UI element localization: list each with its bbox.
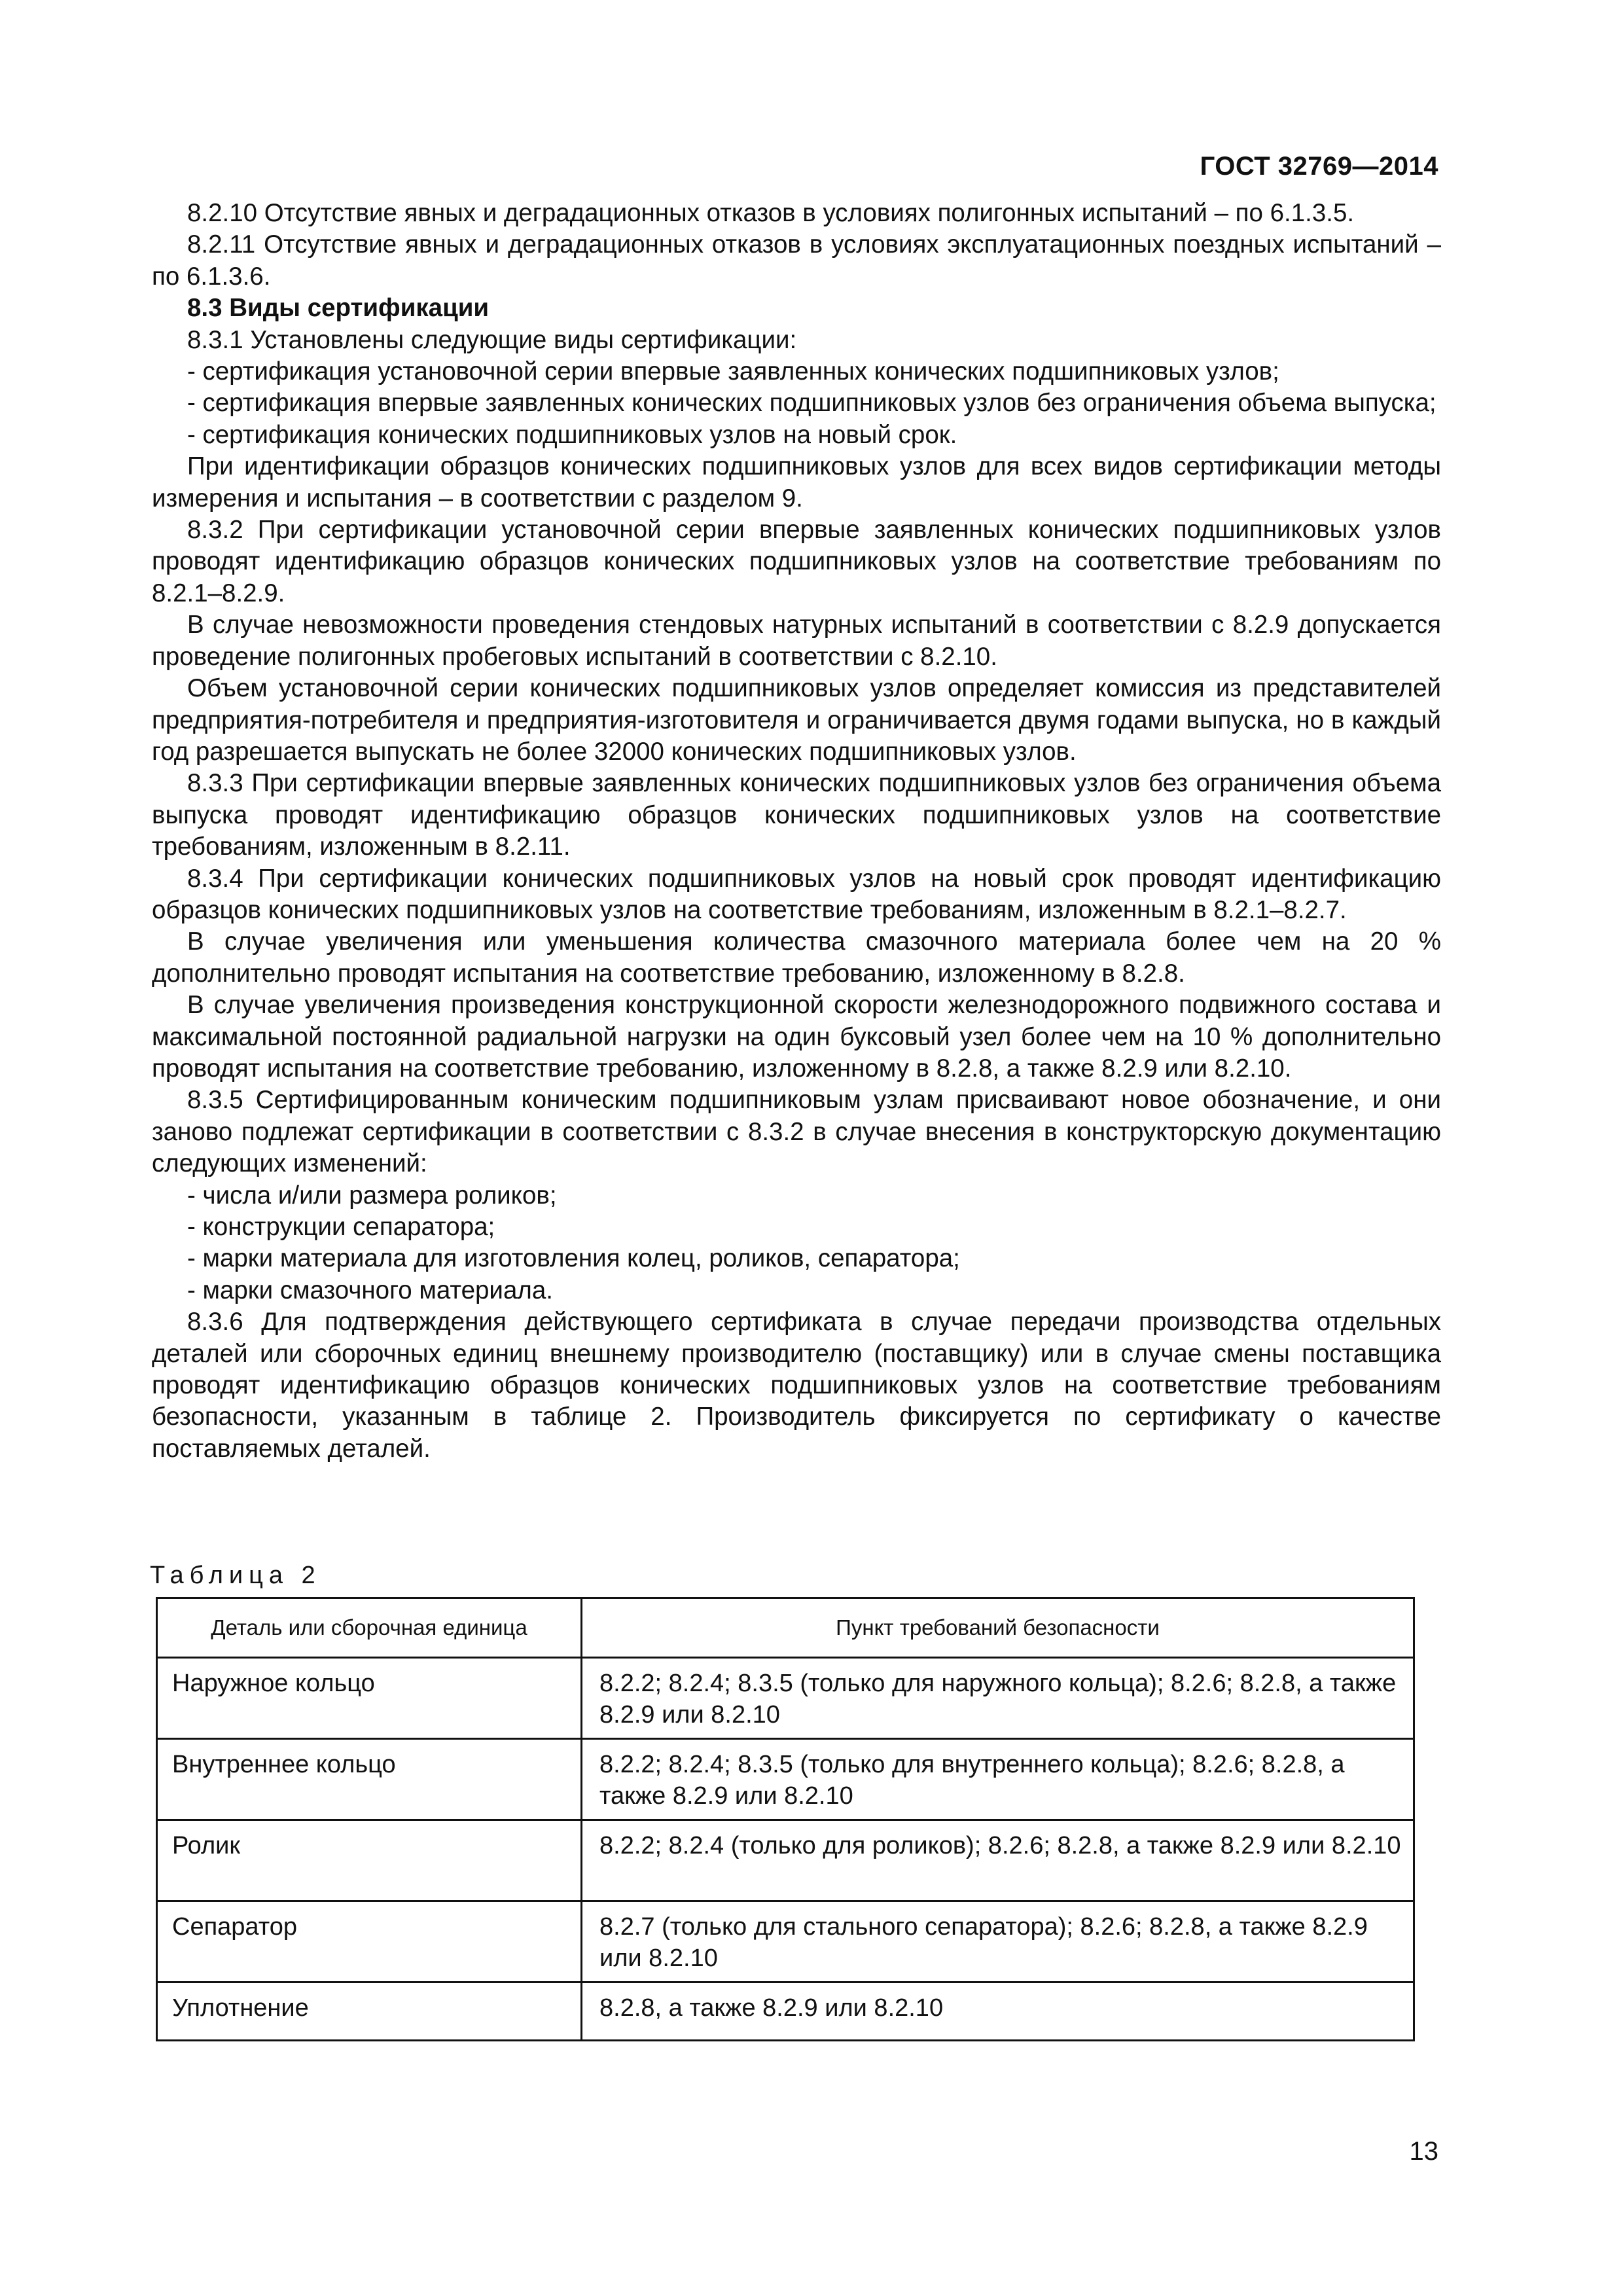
table-row xyxy=(157,1982,1414,2041)
table-cell-requirement: 8.2.7 (только для стального сепаратора); 8.2.6; 8.2.8, а также 8.2.9 или 8.2.10 xyxy=(582,1901,1414,1982)
table-cell-requirement: 8.2.8, а также 8.2.9 или 8.2.10 xyxy=(582,1982,1414,2041)
clause-8-3-6: 8.3.6 Для подтверждения действующего сертификата в случае передачи производства отдельных деталей или сборочных единиц внешнему производителю (поставщику) или в случае смены поставщика проводят идентификацию образцов конических подшипниковых узлов на соответствие требованиям безопасности, указанным в таблице 2. Производитель фиксируется по сертификату о качестве поставляемых деталей. xyxy=(152,1308,1441,1463)
list-item: - марки материала для изготовления колец, роликов, сепаратора; xyxy=(187,1244,960,1273)
paragraph: При идентификации образцов конических подшипниковых узлов для всех видов сертификации методы измерения и испытания – в соответствии с разделом 9. xyxy=(152,452,1441,512)
table-header-row xyxy=(157,1598,1414,1658)
table-cell-part: Уплотнение xyxy=(157,1982,582,2041)
clause-8-3-2: 8.3.2 При сертификации установочной серии впервые заявленных конических подшипниковых узлов проводят идентификацию образцов конических подшипниковых узлов на соответствие требованиям по 8.2.1–8.2.9. xyxy=(152,516,1441,607)
table-cell-requirement: 8.2.2; 8.2.4; 8.3.5 (только для внутреннего кольца); 8.2.6; 8.2.8, а также 8.2.9 или 8.2.10 xyxy=(582,1739,1414,1820)
clause-8-3-5: 8.3.5 Сертифицированным коническим подшипниковым узлам присваивают новое обозначение, и они заново подлежат сертификации в соответствии с 8.3.2 в случае внесения в конструкторскую документацию следующих изменений: xyxy=(152,1086,1441,1178)
clause-8-2-10: 8.2.10 Отсутствие явных и деградационных отказов в условиях полигонных испытаний – по 6.1.3.5. xyxy=(187,199,1355,227)
body-text xyxy=(152,198,1441,1465)
table-row xyxy=(157,1901,1414,1982)
requirements-table xyxy=(156,1597,1415,2041)
table-cell-part: Внутреннее кольцо xyxy=(157,1739,582,1820)
table-row xyxy=(157,1820,1414,1901)
paragraph: В случае увеличения произведения конструкционной скорости железнодорожного подвижного состава и максимальной постоянной радиальной нагрузки на один буксовый узел более чем на 10 % дополнительно проводят испытания на соответствие требованию, изложенному в 8.2.8, а также 8.2.9 или 8.2.10. xyxy=(152,991,1441,1083)
clause-8-3-1: 8.3.1 Установлены следующие виды сертификации: xyxy=(187,325,797,354)
list-item: - сертификация конических подшипниковых узлов на новый срок. xyxy=(187,420,957,449)
table-cell-requirement: 8.2.2; 8.2.4 (только для роликов); 8.2.6; 8.2.8, а также 8.2.9 или 8.2.10 xyxy=(582,1820,1414,1901)
clause-8-3-4: 8.3.4 При сертификации конических подшипниковых узлов на новый срок проводят идентификацию образцов конических подшипниковых узлов на соответствие требованиям, изложенным в 8.2.1–8.2.7. xyxy=(152,864,1441,924)
table-cell-requirement: 8.2.2; 8.2.4; 8.3.5 (только для наружного кольца); 8.2.6; 8.2.8, а также 8.2.9 или 8.2.10 xyxy=(582,1658,1414,1739)
table-caption: Таблица 2 xyxy=(150,1562,321,1589)
clause-8-2-11: 8.2.11 Отсутствие явных и деградационных отказов в условиях эксплуатационных поездных испытаний – по 6.1.3.6. xyxy=(152,230,1441,291)
list-item: - марки смазочного материала. xyxy=(187,1276,553,1304)
page-number: 13 xyxy=(1409,2137,1438,2166)
column-header-part: Деталь или сборочная единица xyxy=(157,1598,582,1658)
paragraph: В случае невозможности проведения стендовых натурных испытаний в соответствии с 8.2.9 допускается проведение полигонных пробеговых испытаний в соответствии с 8.2.10. xyxy=(152,611,1441,671)
list-item: - числа и/или размера роликов; xyxy=(187,1181,557,1210)
table-cell-part: Наружное кольцо xyxy=(157,1658,582,1739)
table-row xyxy=(157,1658,1414,1739)
paragraph: Объем установочной серии конических подшипниковых узлов определяет комиссия из представителей предприятия-потребителя и предприятия-изготовителя и ограничивается двумя годами выпуска, но в каждый год разрешается выпускать не более 32000 конических подшипниковых узлов. xyxy=(152,674,1441,766)
list-item: - сертификация впервые заявленных конических подшипниковых узлов без ограничения объема выпуска; xyxy=(187,389,1436,418)
table-cell-part: Сепаратор xyxy=(157,1901,582,1982)
standard-designation: ГОСТ 32769—2014 xyxy=(1200,152,1438,181)
table-cell-part: Ролик xyxy=(157,1820,582,1901)
section-heading: 8.3 Виды сертификации xyxy=(187,294,490,323)
list-item: - конструкции сепаратора; xyxy=(187,1213,495,1241)
column-header-requirement: Пункт требований безопасности xyxy=(582,1598,1414,1658)
list-item: - сертификация установочной серии впервые заявленных конических подшипниковых узлов; xyxy=(187,357,1279,386)
paragraph: В случае увеличения или уменьшения количества смазочного материала более чем на 20 % дополнительно проводят испытания на соответствие требованию, изложенному в 8.2.8. xyxy=(152,927,1441,988)
table-row xyxy=(157,1739,1414,1820)
clause-8-3-3: 8.3.3 При сертификации впервые заявленных конических подшипниковых узлов без ограничения объема выпуска проводят идентификацию образцов конических подшипниковых узлов на соответствие требованиям, изложенным в 8.2.11. xyxy=(152,769,1441,861)
